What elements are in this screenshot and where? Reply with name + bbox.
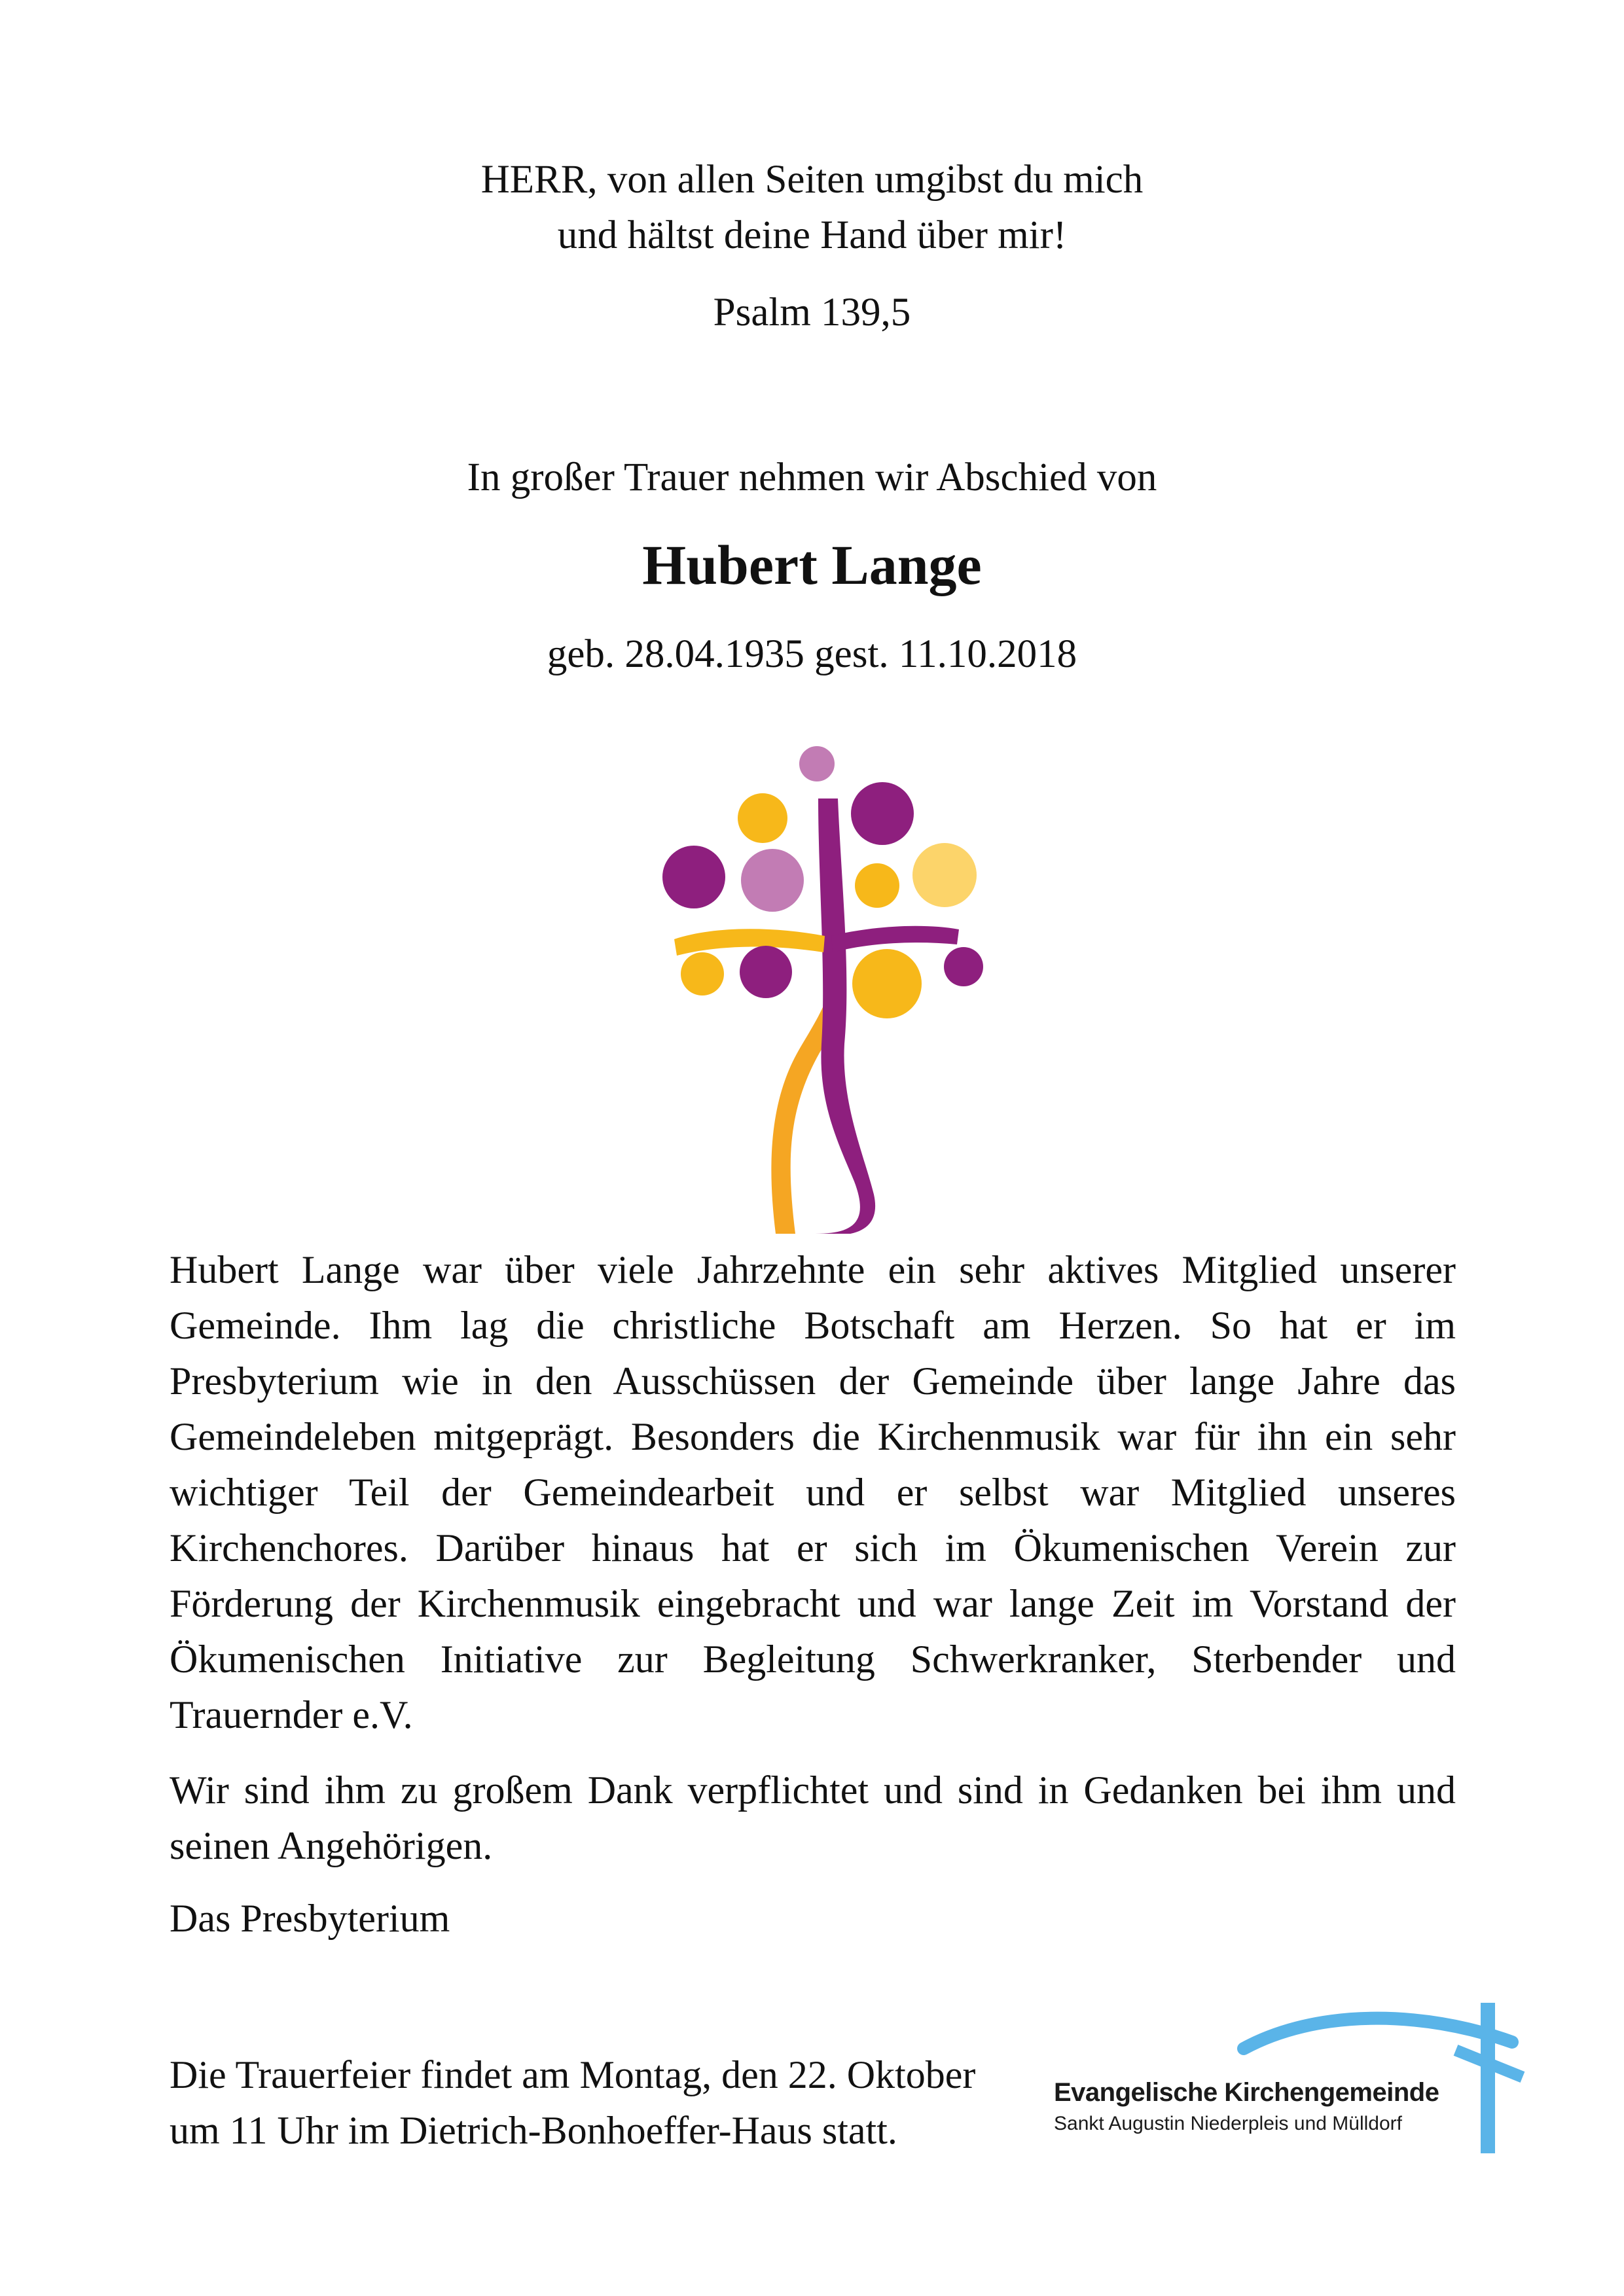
deceased-name: Hubert Lange [642,533,982,596]
bible-verse [0,152,1624,263]
funeral-notice: Die Trauerfeier findet am Montag, den 22. Oktober um 11 Uhr im Dietrich-Bonhoeffer-Haus statt. [170,2053,976,2152]
verse-reference: Psalm 139,5 [713,291,911,334]
thanks-paragraph: Wir sind ihm zu großem Dank verpflichtet und sind in Gedanken bei ihm und seinen Angehörigen. [170,1768,1456,1867]
life-dates: geb. 28.04.1935 gest. 11.10.2018 [547,632,1077,676]
verse-line-1: HERR, von allen Seiten umgibst du mich [480,158,1144,202]
church-name: Evangelische Kirchengemeinde [1054,2078,1439,2107]
announcement-intro: In großer Trauer nehmen wir Abschied von [467,456,1157,499]
tree-cross-icon [655,736,988,1234]
church-logo [1054,2003,1551,2160]
signature: Das Presbyterium [170,1897,450,1940]
tribute-paragraph: Hubert Lange war über viele Jahrzehnte ein sehr aktives Mitglied unserer Gemeinde. Ihm lag die christliche Botschaft am Herzen. So hat er im Presbyterium wie in den Ausschüssen der Gemeinde über lange Jahre das Gemeindeleben mitgeprägt. Besonders die Kirchenmusik war für ihn ein sehr wichtiger Teil der Gemeindearbeit und er selbst war Mitglied unseres Kirchenchores. Darüber hinaus hat er sich im Ökumenischen Verein zur Förderung der Kirchenmusik eingebracht und war lange Zeit im Vorstand der Ökumenischen Initiative zur Begleitung Schwerkranker, Sterbender und Trauernder e.V. [170,1248,1456,1736]
church-subtitle: Sankt Augustin Niederpleis und Mülldorf [1054,2113,1402,2134]
verse-line-2: und hältst deine Hand über mir! [557,213,1067,257]
